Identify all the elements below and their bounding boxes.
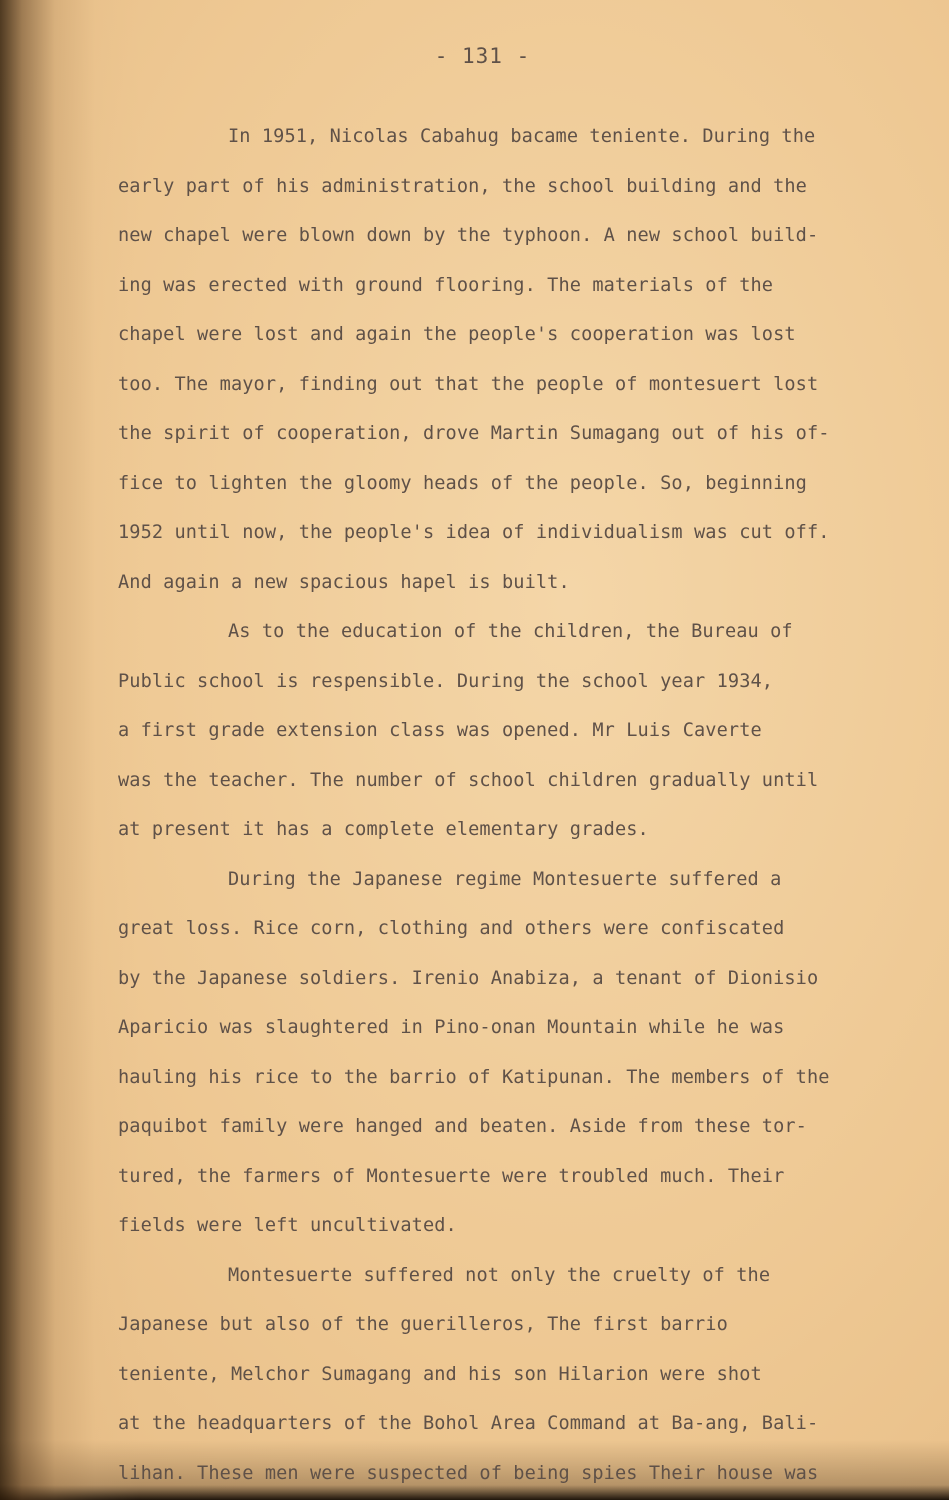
text-line: a first grade extension class was opened. Mr Luis Caverte	[118, 720, 762, 741]
text-line: Public school is respensible. During the school year 1934,	[118, 670, 774, 692]
page-number: - 131 -	[434, 44, 531, 68]
text-line: During the Japanese regime Montesuerte suffered a	[228, 868, 782, 890]
text-line: at present it has a complete elementary grades.	[118, 819, 649, 840]
text-line: teniente, Melchor Sumagang and his son Hilarion were shot	[118, 1363, 762, 1385]
text-line: 1952 until now, the people's idea of individualism was cut off.	[118, 522, 830, 543]
text-line: chapel were lost and again the people's cooperation was lost	[118, 324, 796, 345]
text-line: new chapel were blown down by the typhoon. A new school build-	[118, 225, 819, 246]
text-line: Japanese but also of the guerilleros, The first barrio	[118, 1314, 728, 1335]
text-line: by the Japanese soldiers. Irenio Anabiza, a tenant of Dionisio	[118, 967, 819, 989]
text-line: great loss. Rice corn, clothing and others were confiscated	[118, 918, 785, 939]
text-line: tured, the farmers of Montesuerte were troubled much. Their	[118, 1165, 785, 1187]
text-line: ing was erected with ground flooring. The materials of the	[118, 274, 774, 296]
text-line: Montesuerte suffered not only the cruelty of the	[228, 1264, 771, 1286]
text-line: lihan. These men were suspected of being spies Their house was	[118, 1462, 819, 1484]
text-line: was the teacher. The number of school children gradually until	[118, 769, 819, 791]
text-line: Aparicio was slaughtered in Pino-onan Mountain while he was	[118, 1017, 785, 1038]
text-line: too. The mayor, finding out that the people of montesuert lost	[118, 373, 819, 395]
text-line: the spirit of cooperation, drove Martin Sumagang out of his of-	[118, 423, 830, 444]
text-line: hauling his rice to the barrio of Katipunan. The members of the	[118, 1066, 830, 1088]
typewritten-text	[118, 112, 908, 1498]
text-line: fice to lighten the gloomy heads of the people. So, beginning	[118, 472, 807, 494]
text-line: paquibot family were hanged and beaten. Aside from these tor-	[118, 1116, 807, 1137]
text-line: And again a new spacious hapel is built.	[118, 571, 570, 593]
text-line: at the headquarters of the Bohol Area Command at Ba-ang, Bali-	[118, 1413, 819, 1434]
text-line: As to the education of the children, the Bureau of	[228, 621, 793, 642]
text-line: fields were left uncultivated.	[118, 1215, 457, 1236]
text-line: In 1951, Nicolas Cabahug bacame teniente. During the	[228, 126, 816, 147]
text-line: early part of his administration, the school building and the	[118, 175, 807, 197]
